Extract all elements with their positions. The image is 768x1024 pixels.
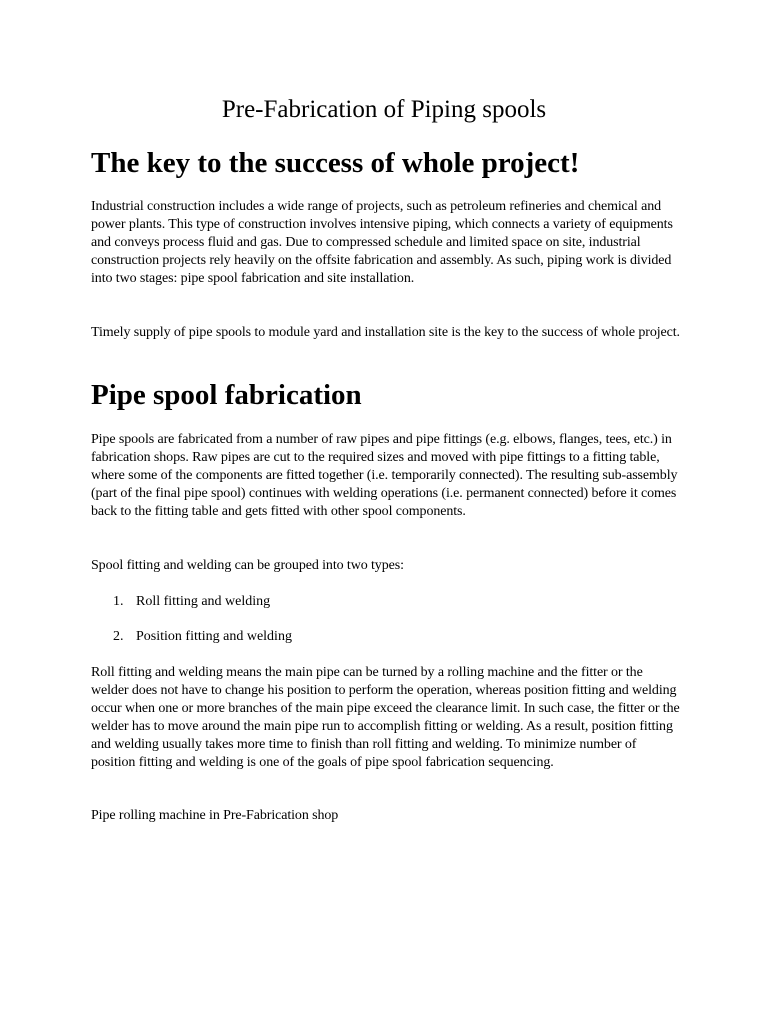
document-title: Pre-Fabrication of Piping spools xyxy=(221,96,547,123)
section-heading-key-to-success: The key to the success of whole project! xyxy=(91,147,580,179)
list-item-text: Roll fitting and welding xyxy=(136,594,271,609)
paragraph-spool-types-intro: Spool fitting and welding can be grouped into two types: xyxy=(91,558,404,573)
paragraph-roll-fitting-explanation: Roll fitting and welding means the main pipe can be turned by a rolling machine and the fitter or the welder does not have to change his position to perform the operation, whereas position fitting and welding occur when one or more branches of the main pipe exceed the clearance limit. In such case, the fitter or the welder has to move around the main pipe run to accomplish fitting or welding. As a result, position fitting and welding usually takes more time to finish than roll fitting and welding. To minimize number of position fitting and welding is one of the goals of pipe spool fabrication sequencing. xyxy=(91,665,680,770)
list-item-number: 2. xyxy=(113,629,124,644)
list-item-text: Position fitting and welding xyxy=(136,629,292,644)
section-heading-pipe-spool-fabrication: Pipe spool fabrication xyxy=(91,379,362,411)
paragraph-industrial-construction: Industrial construction includes a wide range of projects, such as petroleum refineries and chemical and power plants. This type of construction involves intensive piping, which connects a variety of equipments and conveys process fluid and gas. Due to compressed schedule and limited space on site, industrial construction projects rely heavily on the offsite fabrication and assembly. As such, piping work is divided into two stages: pipe spool fabrication and site installation. xyxy=(91,199,673,286)
paragraph-pipe-rolling-machine-caption: Pipe rolling machine in Pre-Fabrication shop xyxy=(91,808,339,823)
paragraph-timely-supply: Timely supply of pipe spools to module yard and installation site is the key to the success of whole project. xyxy=(91,325,680,340)
list-item-number: 1. xyxy=(113,594,124,609)
paragraph-pipe-spools-fabricated: Pipe spools are fabricated from a number of raw pipes and pipe fittings (e.g. elbows, flanges, tees, etc.) in fabrication shops. Raw pipes are cut to the required sizes and moved with pipe fittings to a fitting table, where some of the components are fitted together (i.e. temporarily connected). The resulting sub-assembly (part of the final pipe spool) continues with welding operations (i.e. permanent connected) before it comes back to the fitting table and gets fitted with other spool components. xyxy=(91,432,678,519)
